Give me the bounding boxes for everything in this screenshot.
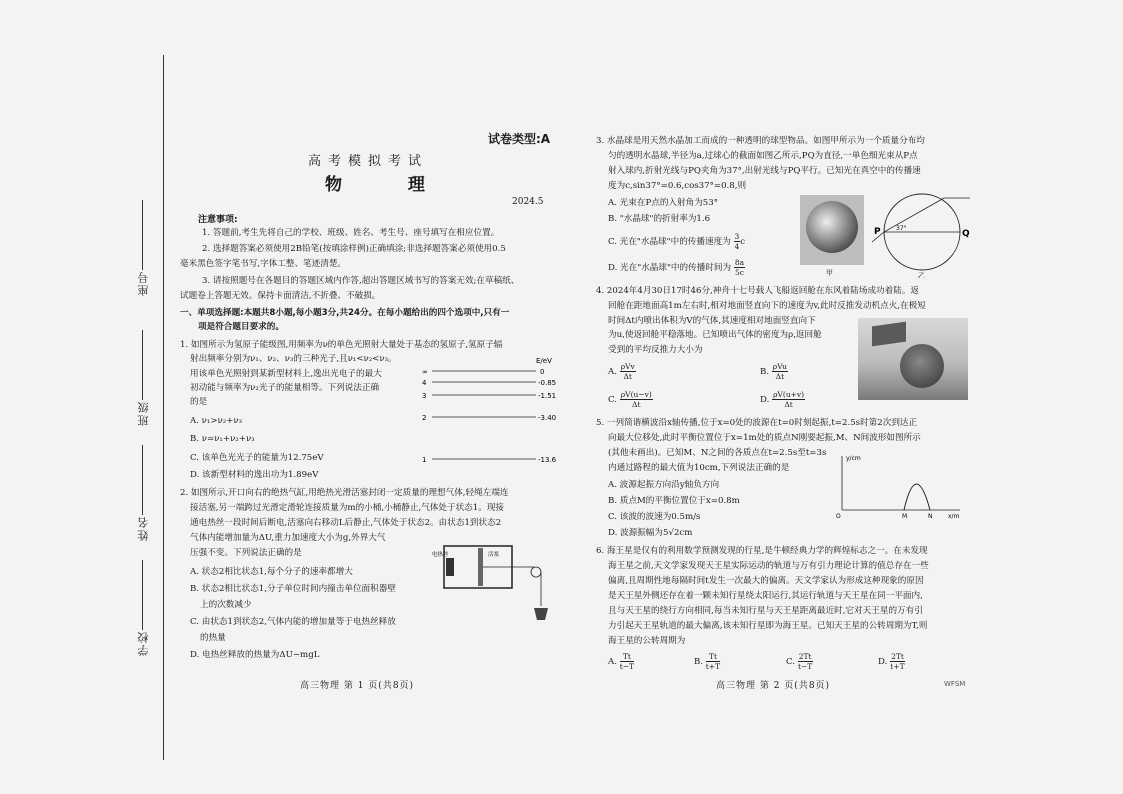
level-e-3: -1.51 (538, 392, 557, 400)
level-n-4: 4 (422, 379, 427, 387)
q5-option-c: C. 该波的波速为0.5m/s (608, 512, 701, 522)
q6-c-fraction (798, 652, 813, 671)
q6-a-fraction (620, 652, 634, 671)
note-2a: 2. 选择题答案必须使用2B铅笔(按填涂样例)正确填涂;非选择题答案必须使用0.5 (202, 244, 506, 254)
level-n-2: 2 (422, 414, 427, 422)
footer-right: 高三物理 第 2 页(共8页) (716, 681, 831, 691)
point-m-label: M (902, 513, 908, 520)
seat-blank (143, 200, 144, 270)
q3-option-d-fraction (734, 258, 745, 277)
q6-a-num: Tt (620, 652, 634, 662)
q6-line-5: 且与天王星的绕行方向相同,每当未知行星与天王星距离最近时,它对天王星的万有引 (608, 606, 923, 616)
q6-c-letter: C. (786, 657, 796, 667)
q3-line-4: 度为c,sin37°=0.6,cos37°=0.8,则 (608, 181, 747, 191)
q3-c-num: 3 (734, 232, 740, 241)
q2-option-b2: 上的次数减少 (200, 600, 252, 610)
q1-line-5: 的是 (190, 397, 208, 407)
q2-line-4: 气体内能增加量为ΔU,重力加速度大小为g,外界大气 (190, 533, 386, 543)
q3-c-unit: c (740, 237, 746, 247)
return-capsule (900, 344, 944, 388)
q6-line-6: 力引起天王星轨道的最大偏离,该未知行星即为海王星。已知天王星的公转周期为T,则 (608, 621, 928, 631)
q1-option-b: B. ν=ν₁+ν₂+ν₃ (190, 434, 255, 444)
q5-line-3: (其他未画出)。已知M、N之间的各质点在t=2.5s至t=3s (608, 448, 827, 458)
q6-c-den: t−T (797, 662, 813, 671)
class-label: 班级 (137, 400, 150, 426)
fig-jia-label: 甲 (826, 269, 833, 277)
q6-d-den: t+T (890, 662, 905, 671)
q3-option-c-text: C. 光在"水晶球"中的传播速度为 (608, 237, 731, 247)
q4-b-den: Δt (775, 372, 785, 381)
q6-b-num: Tt (706, 652, 720, 662)
q4-a-den: Δt (623, 372, 632, 381)
q4-option-b (760, 362, 788, 381)
exam-date: 2024.5 (512, 197, 544, 207)
exam-type: 试卷类型:A (488, 132, 551, 146)
q6-line-2: 海王星之前,天文学家发现天王星实际运动的轨道与万有引力理论计算的值总存在一些 (608, 561, 929, 571)
school-label: 学校 (137, 630, 150, 656)
q4-line-4: 为u,使返回舱平稳落地。已知喷出气体的密度为ρ,返回舱 (608, 330, 822, 340)
q6-option-a (608, 652, 634, 671)
q5-option-a: A. 波源起振方向沿y轴负方向 (608, 480, 720, 490)
point-q: Q (962, 229, 970, 239)
q4-a-letter: A. (608, 367, 617, 377)
q5-line-2: 向最大位移处,此时平衡位置位于x=1m处的质点N刚要起振,M、N间波形如图所示 (608, 433, 921, 443)
piston (478, 548, 483, 586)
q6-line-7: 海王星的公转周期为 (608, 636, 686, 646)
point-p: P (874, 227, 881, 237)
q1-option-d: D. 该新型材料的逸出功为1.89eV (190, 470, 319, 480)
subject-title: 物 理 (325, 175, 455, 195)
angle-label: 37° (896, 225, 907, 232)
q1-line-2: 射出频率分别为ν₁、ν₂、ν₃的三种光子,且ν₁<ν₂<ν₃。 (190, 354, 397, 364)
q6-line-4: 是天王星外侧还存在着一颗未知行星绕太阳运行,其运行轨道与天王星在同一平面内, (608, 591, 923, 601)
q6-option-c (786, 652, 813, 671)
y-axis-label: y/cm (846, 455, 861, 462)
exam-title: 高考模拟考试 (308, 154, 429, 169)
name-label: 姓名 (137, 515, 150, 541)
q5-option-b: B. 质点M的平衡位置位于x=0.8m (608, 496, 740, 506)
q6-option-b (694, 652, 720, 671)
q4-line-3: 时间Δt内喷出体积为V的气体,其速度相对地面竖直向下 (608, 316, 816, 326)
note-3b: 试题卷上答题无效。保持卡面清洁,不折叠、不破损。 (180, 291, 381, 301)
crystal-ball (806, 201, 858, 253)
q4-b-fraction (772, 362, 788, 381)
energy-axis-label: E/eV (536, 357, 552, 365)
q4-b-num: ρVu (772, 362, 787, 371)
level-e-2: -3.40 (538, 414, 557, 422)
q2-option-c2: 的热量 (200, 633, 226, 643)
return-capsule-photo (858, 318, 968, 400)
q1-option-c: C. 该单色光光子的能量为12.75eV (190, 453, 324, 463)
q2-option-a: A. 状态2相比状态1,每个分子的速率都增大 (190, 567, 353, 577)
q2-option-d: D. 电热丝释放的热量为ΔU−mgL (190, 650, 320, 660)
q3-line-3: 射入球内,折射光线与PQ夹角为37°,出射光线与PQ平行。已知光在真空中的传播速 (608, 166, 921, 176)
q4-line-5: 受到的平均反推力大小为 (608, 345, 703, 355)
pulley (531, 567, 541, 577)
name-field (136, 445, 152, 541)
heater-wire (446, 558, 454, 576)
q4-line-2: 回舱在距地面高1m左右时,相对地面竖直向下的速度为v,此时反推发动机点火,在极短 (608, 301, 926, 311)
q6-c-num: 2Tt (798, 652, 812, 661)
q5-line-4: 内通过路程的最大值为10cm,下列说法正确的是 (608, 463, 790, 473)
q4-d-fraction (772, 390, 805, 409)
level-n-inf: ∞ (422, 368, 428, 376)
q6-b-fraction (706, 652, 720, 671)
q3-option-a: A. 光束在P点的入射角为53° (608, 198, 719, 208)
point-n-label: N (928, 513, 933, 520)
q3-c-den: 4 (734, 242, 740, 251)
q6-d-num: 2Tt (891, 652, 904, 661)
q4-b-letter: B. (760, 367, 770, 377)
q4-c-fraction (620, 390, 653, 409)
cylinder-figure (432, 536, 562, 628)
q6-a-letter: A. (608, 657, 617, 667)
q3-option-d (608, 258, 745, 277)
q4-a-fraction (620, 362, 636, 381)
level-e-inf: 0 (540, 368, 545, 376)
q1-line-1: 1. 如图所示为氢原子能级图,用频率为ν的单色光照射大量处于基态的氢原子,氢原子辐 (180, 340, 503, 350)
q2-line-3: 通电热丝一段时间后断电,活塞向右移动L后静止,气体处于状态2。由状态1到状态2 (190, 518, 502, 528)
binding-line (163, 55, 164, 760)
q2-option-c1: C. 由状态1到状态2,气体内能的增加量等于电热丝释放 (190, 617, 396, 627)
origin-label: O (836, 513, 841, 520)
q5-line-1: 5. 一列简谐横波沿x轴传播,位于x=0处的波源在t=0时刻起振,t=2.5s时第2次到达正 (596, 418, 918, 428)
q1-option-a: A. ν₁>ν₂+ν₃ (190, 416, 243, 426)
q4-line-1: 4. 2024年4月30日17时46分,神舟十七号载人飞船返回舱在东风着陆场成功着陆。返 (596, 286, 920, 296)
q4-c-letter: C. (608, 395, 618, 405)
q6-d-fraction (890, 652, 905, 671)
q3-d-num: 8a (734, 258, 745, 267)
q4-d-num: ρV(u+v) (773, 390, 805, 399)
note-2b: 毫米黑色签字笔书写,字体工整、笔迹清楚。 (180, 259, 347, 269)
level-e-1: -13.6 (538, 456, 557, 464)
wave-crest (904, 484, 930, 510)
crystal-ball-photo (800, 195, 864, 265)
q4-d-letter: D. (760, 395, 770, 405)
q4-c-den: Δt (632, 400, 641, 409)
q3-option-b: B. "水晶球"的折射率为1.6 (608, 214, 711, 224)
q3-option-c (608, 232, 745, 251)
q4-d-den: Δt (784, 400, 793, 409)
energy-level-diagram (418, 355, 568, 480)
q4-option-d (760, 390, 805, 409)
section-1-heading-b: 项是符合题目要求的。 (198, 322, 284, 332)
q6-d-letter: D. (878, 657, 888, 667)
q1-line-4: 初动能与频率为ν₂光子的能量相等。下列说法正确 (190, 383, 380, 393)
q3-option-d-text: D. 光在"水晶球"中的传播时间为 (608, 263, 732, 273)
heater-label: 电热丝 (432, 552, 449, 558)
q4-c-num: ρV(u−v) (620, 390, 652, 399)
q2-option-b1: B. 状态2相比状态1,分子单位时间内撞击单位面积器壁 (190, 584, 396, 594)
q3-line-2: 匀的透明水晶球,半径为a,过球心的截面如图乙所示,PQ为直径,一单色细光束从P点 (608, 151, 918, 161)
q5-option-d: D. 波源振幅为5√2cm (608, 528, 693, 538)
q2-line-5: 压强不变。下列说法正确的是 (190, 548, 302, 558)
note-3a: 3. 请按照题号在各题目的答题区域内作答,超出答题区域书写的答案无效;在草稿纸、 (202, 276, 520, 286)
piston-label: 活塞 (488, 552, 500, 558)
flag (872, 322, 906, 347)
q6-line-3: 偏离,且周期性地每隔时间t发生一次最大的偏离。天文学家认为形成这种现象的原因 (608, 576, 924, 586)
seat-label: 座号 (137, 270, 150, 296)
q2-line-1: 2. 如图所示,开口向右的绝热气缸,用绝热光滑活塞封闭一定质量的理想气体,轻绳左端连 (180, 488, 509, 498)
notes-heading: 注意事项: (198, 215, 238, 225)
level-n-1: 1 (422, 456, 427, 464)
x-axis-label: x/m (948, 513, 960, 520)
bucket (534, 608, 548, 620)
footer-left: 高三物理 第 1 页(共8页) (300, 681, 415, 691)
school-field (136, 560, 152, 656)
q6-b-letter: B. (694, 657, 704, 667)
class-field (136, 330, 152, 426)
wave-graph (836, 452, 966, 520)
level-e-4: -0.85 (538, 379, 557, 387)
q3-d-den: 5c (734, 268, 744, 277)
note-1: 1. 答题前,考生先将自己的学校、班级、姓名、考生号、座号填写在相应位置。 (202, 228, 500, 238)
q2-line-2: 接活塞,另一端跨过光滑定滑轮连接质量为m的小桶,小桶静止,气体处于状态1。现接 (190, 503, 505, 513)
q6-a-den: t−T (619, 662, 634, 671)
fig-yi-label: 乙 (918, 272, 925, 278)
q6-option-d (878, 652, 905, 671)
refracted-ray (884, 198, 944, 232)
level-n-3: 3 (422, 392, 427, 400)
section-1-heading-a: 一、单项选择题:本题共8小题,每小题3分,共24分。在每小题给出的四个选项中,只有一 (180, 308, 510, 318)
q3-line-1: 3. 水晶球是用天然水晶加工而成的一种透明的球型物品。如图甲所示为一个质量分布均 (596, 136, 925, 146)
name-blank (143, 445, 144, 515)
q6-line-1: 6. 海王星是仅有的利用数学预测发现的行星,是牛顿经典力学的辉煌标志之一。在未发现 (596, 546, 928, 556)
q4-option-c (608, 390, 653, 409)
q1-line-3: 用该单色光照射到某新型材料上,逸出光电子的最大 (190, 369, 382, 379)
class-blank (143, 330, 144, 400)
q6-b-den: t+T (705, 662, 721, 671)
crystal-ball-diagram (872, 186, 972, 278)
corner-mark: WFSM (944, 680, 966, 688)
q4-a-num: ρVv (620, 362, 635, 371)
school-blank (143, 560, 144, 630)
q4-option-a (608, 362, 636, 381)
seat-field (136, 200, 152, 296)
